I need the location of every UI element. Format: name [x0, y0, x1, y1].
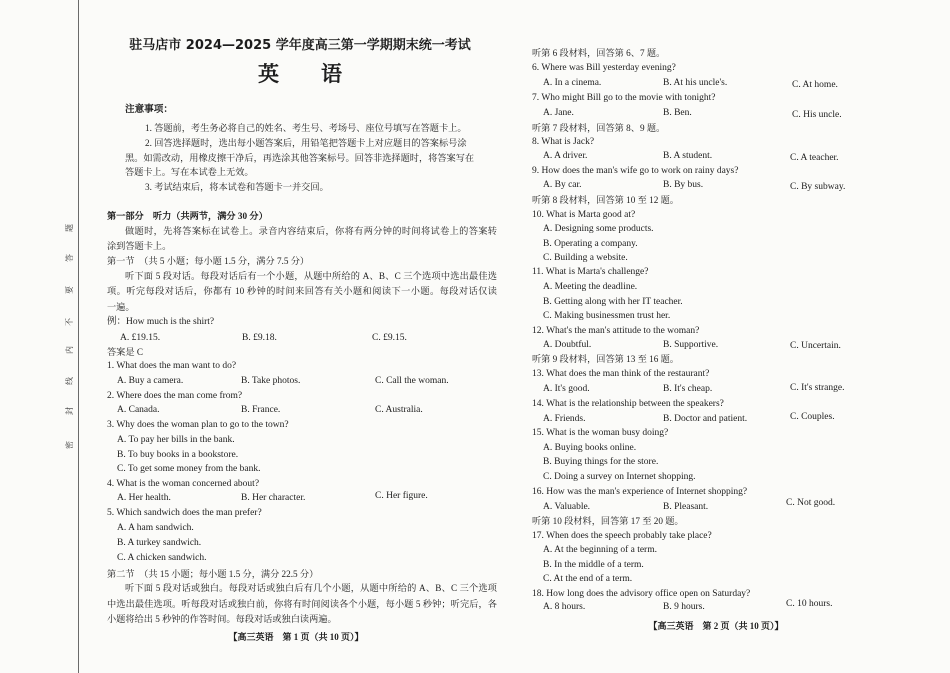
example-option-a: A. £19.15. — [120, 333, 161, 343]
question-1-option-a: A. Buy a camera. — [117, 376, 184, 386]
question-12-stem: 12. What's the man's attitude to the woman? — [532, 326, 700, 336]
section1-instructions-line-1: 听下面 5 段对话。每段对话后有一个小题，从题中所给的 A、B、C 三个选项中选出最佳选 — [125, 271, 497, 281]
question-15-option-c: C. Doing a survey on Internet shopping. — [543, 472, 696, 482]
question-17-option-c: C. At the end of a term. — [543, 574, 633, 584]
example-answer: 答案是 C — [107, 347, 143, 357]
segment-9-intro: 听第 9 段材料，回答第 13 至 16 题。 — [532, 354, 679, 364]
notice-item-2-line-3: 答题卡上。写在本试卷上无效。 — [125, 167, 254, 177]
question-14-stem: 14. What is the relationship between the speakers? — [532, 399, 724, 409]
part1-instructions-line-1: 做题时，先将答案标在试卷上。录音内容结束后，你将有两分钟的时间将试卷上的答案转 — [125, 226, 497, 236]
question-16-option-a: A. Valuable. — [543, 502, 591, 512]
notice-item-2-line-1: 2. 回答选择题时，选出每小题答案后，用铅笔把答题卡上对应题目的答案标号涂 — [145, 138, 467, 148]
question-11-option-c: C. Making businessmen trust her. — [543, 311, 671, 321]
question-7-option-b: B. Ben. — [663, 108, 692, 118]
binding-line — [78, 0, 79, 673]
question-6-option-a: A. In a cinema. — [543, 78, 602, 88]
question-9-option-a: A. By car. — [543, 180, 582, 190]
section1-instructions-line-2: 项。听完每段对话后，你都有 10 秒钟的时间来回答有关小题和阅读下一小题。每段对话仅读 — [107, 286, 497, 296]
question-4-stem: 4. What is the woman concerned about? — [107, 479, 260, 489]
question-16-stem: 16. How was the man's experience of Internet shopping? — [532, 487, 748, 497]
question-16-option-b: B. Pleasant. — [663, 502, 709, 512]
seal-char: 封 — [65, 407, 74, 415]
question-9-option-c: C. By subway. — [790, 182, 846, 192]
question-8-option-b: B. A student. — [663, 151, 713, 161]
question-11-option-b: B. Getting along with her IT teacher. — [543, 297, 683, 307]
question-5-option-b: B. A turkey sandwich. — [117, 538, 202, 548]
question-3-stem: 3. Why does the woman plan to go to the town? — [107, 420, 289, 430]
segment-10-intro: 听第 10 段材料，回答第 17 至 20 题。 — [532, 516, 684, 526]
question-5-option-a: A. A ham sandwich. — [117, 523, 194, 533]
segment-6-intro: 听第 6 段材料，回答第 6、7 题。 — [532, 48, 666, 58]
page-footer-left: 【高三英语 第 1 页（共 10 页）】 — [228, 632, 364, 642]
segment-7-intro: 听第 7 段材料，回答第 8、9 题。 — [532, 123, 666, 133]
question-7-stem: 7. Who might Bill go to the movie with tonight? — [532, 93, 716, 103]
question-6-stem: 6. Where was Bill yesterday evening? — [532, 63, 676, 73]
question-7-option-a: A. Jane. — [543, 108, 574, 118]
question-4-option-b: B. Her character. — [241, 493, 306, 503]
question-6-option-b: B. At his uncle's. — [663, 78, 728, 88]
seal-char: 要 — [65, 286, 74, 294]
question-14-option-a: A. Friends. — [543, 414, 586, 424]
question-1-stem: 1. What does the man want to do? — [107, 361, 237, 371]
question-10-stem: 10. What is Marta good at? — [532, 210, 636, 220]
question-17-option-b: B. In the middle of a term. — [543, 560, 644, 570]
question-18-option-a: A. 8 hours. — [543, 602, 586, 612]
question-1-option-b: B. Take photos. — [241, 376, 301, 386]
question-2-option-b: B. France. — [241, 405, 281, 415]
question-3-option-a: A. To pay her bills in the bank. — [117, 435, 235, 445]
question-11-option-a: A. Meeting the deadline. — [543, 282, 638, 292]
question-4-option-a: A. Her health. — [117, 493, 171, 503]
question-2-option-a: A. Canada. — [117, 405, 160, 415]
question-7-option-c: C. His uncle. — [792, 110, 842, 120]
question-15-stem: 15. What is the woman busy doing? — [532, 428, 669, 438]
section1-instructions-line-3: 一遍。 — [107, 302, 135, 312]
question-15-option-a: A. Buying books online. — [543, 443, 637, 453]
question-3-option-b: B. To buy books in a bookstore. — [117, 450, 239, 460]
notice-heading: 注意事项： — [125, 104, 173, 115]
segment-8-intro: 听第 8 段材料，回答第 10 至 12 题。 — [532, 195, 679, 205]
notice-item-3: 3. 考试结束后，将本试卷和答题卡一并交回。 — [145, 182, 329, 192]
question-8-option-a: A. A driver. — [543, 151, 588, 161]
question-18-option-c: C. 10 hours. — [786, 599, 833, 609]
question-14-option-b: B. Doctor and patient. — [663, 414, 748, 424]
question-15-option-b: B. Buying things for the store. — [543, 457, 659, 467]
example-option-c: C. £9.15. — [372, 333, 407, 343]
seal-char: 线 — [65, 377, 74, 385]
question-6-option-c: C. At home. — [792, 80, 838, 90]
question-13-option-b: B. It's cheap. — [663, 384, 713, 394]
example-option-b: B. £9.18. — [242, 333, 277, 343]
exam-title: 驻马店市 2024—2025 学年度高三第一学期期末统一考试 — [129, 38, 471, 53]
question-16-option-c: C. Not good. — [786, 498, 836, 508]
question-8-option-c: C. A teacher. — [790, 153, 839, 163]
question-2-stem: 2. Where does the man come from? — [107, 391, 243, 401]
part1-heading: 第一部分 听力（共两节，满分 30 分） — [107, 211, 268, 221]
question-1-option-c: C. Call the woman. — [375, 376, 449, 386]
page-footer-right: 【高三英语 第 2 页（共 10 页）】 — [648, 621, 784, 631]
seal-char: 答 — [65, 254, 74, 262]
question-12-option-b: B. Supportive. — [663, 340, 719, 350]
question-11-stem: 11. What is Marta's challenge? — [532, 267, 649, 277]
question-3-option-c: C. To get some money from the bank. — [117, 464, 261, 474]
question-9-stem: 9. How does the man's wife go to work on rainy days? — [532, 166, 739, 176]
question-4-option-c: C. Her figure. — [375, 491, 428, 501]
section2-instructions-line-2: 中选出最佳选项。听每段对话或独白前，你将有时间阅读各个小题，每小题 5 秒钟；听完后，各 — [107, 599, 497, 609]
question-13-option-a: A. It's good. — [543, 384, 590, 394]
notice-item-2-line-2: 黑。如需改动，用橡皮擦干净后，再选涂其他答案标号。回答非选择题时，将答案写在 — [125, 153, 475, 163]
question-12-option-a: A. Doubtful. — [543, 340, 592, 350]
question-18-stem: 18. How long does the advisory office open on Saturday? — [532, 589, 751, 599]
question-5-stem: 5. Which sandwich does the man prefer? — [107, 508, 262, 518]
question-5-option-c: C. A chicken sandwich. — [117, 553, 207, 563]
section2-instructions-line-3: 小题将给出 5 秒钟的作答时间。每段对话或独白读两遍。 — [107, 614, 337, 624]
question-17-stem: 17. When does the speech probably take place? — [532, 531, 712, 541]
seal-char: 题 — [65, 224, 74, 232]
notice-item-1: 1. 答题前，考生务必将自己的姓名、考生号、考场号、座位号填写在答题卡上。 — [145, 123, 467, 133]
question-13-stem: 13. What does the man think of the restaurant? — [532, 369, 710, 379]
seal-char: 密 — [65, 441, 74, 449]
question-2-option-c: C. Australia. — [375, 405, 423, 415]
question-10-option-b: B. Operating a company. — [543, 239, 638, 249]
seal-char: 不 — [65, 318, 74, 326]
question-14-option-c: C. Couples. — [790, 412, 835, 422]
question-18-option-b: B. 9 hours. — [663, 602, 705, 612]
question-10-option-c: C. Building a website. — [543, 253, 628, 263]
question-9-option-b: B. By bus. — [663, 180, 704, 190]
section2-instructions-line-1: 听下面 5 段对话或独白。每段对话或独白后有几个小题，从题中所给的 A、B、C 三个选项 — [125, 583, 497, 593]
question-12-option-c: C. Uncertain. — [790, 341, 841, 351]
section1-heading: 第一节 （共 5 小题；每小题 1.5 分，满分 7.5 分） — [107, 256, 310, 266]
question-13-option-c: C. It's strange. — [790, 383, 845, 393]
part1-instructions-line-2: 涂到答题卡上。 — [107, 241, 172, 251]
question-10-option-a: A. Designing some products. — [543, 224, 654, 234]
example-question: 例：How much is the shirt? — [107, 317, 215, 327]
section2-heading: 第二节 （共 15 小题；每小题 1.5 分，满分 22.5 分） — [107, 569, 319, 579]
question-8-stem: 8. What is Jack? — [532, 137, 595, 147]
seal-char: 内 — [65, 346, 74, 354]
subject-title: 英 语 — [258, 62, 342, 86]
question-17-option-a: A. At the beginning of a term. — [543, 545, 657, 555]
